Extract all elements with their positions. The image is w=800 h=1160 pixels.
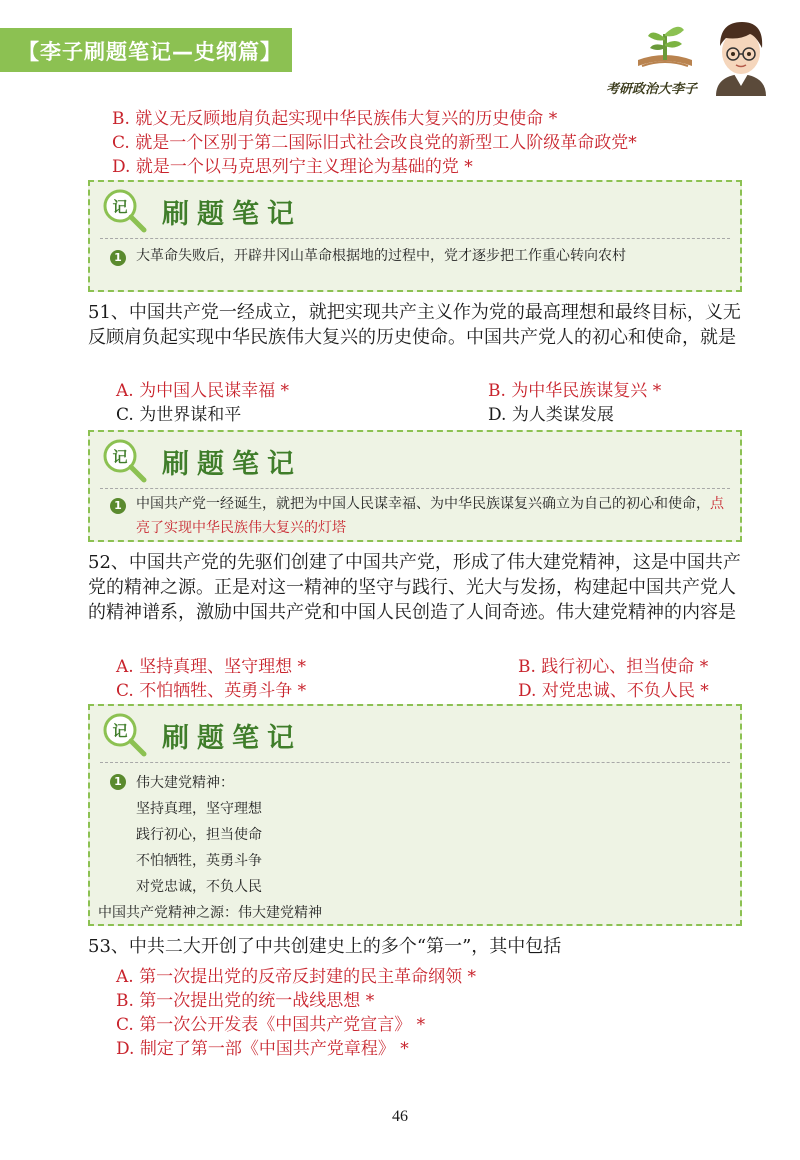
question-53-stem: 53、中共二大开创了中共创建史上的多个“第一”，其中包括 xyxy=(88,936,562,957)
q50-option-d: D. 就是一个以马克思列宁主义理论为基础的党 * xyxy=(112,157,473,177)
question-52-stem: 52、中国共产党的先驱们创建了中国共产党，形成了伟大建党精神，这是中国共产党的精神之源。正是对这一精神的坚守与践行、光大与发扬，构建起中国共产党人的精神谱系，激励中国共产党和中国人民创造了人间奇迹。伟大建党精神的内容是 xyxy=(88,552,741,623)
study-note-2 xyxy=(88,430,742,542)
question-51-stem: 51、中国共产党一经成立，就把实现共产主义作为党的最高理想和最终目标，义无反顾肩负起实现中华民族伟大复兴的历史使命。中国共产党人的初心和使命，就是 xyxy=(88,302,741,348)
note-list-item: 坚持真理，坚守理想 xyxy=(136,801,262,817)
magnifier-note-icon xyxy=(100,436,148,484)
note-list-item: 不怕牺牲，英勇斗争 xyxy=(136,853,262,869)
q51-option-d: D. 为人类谋发展 xyxy=(488,405,614,425)
q50-option-b: B. 就义无反顾地肩负起实现中华民族伟大复兴的历史使命 * xyxy=(112,109,558,129)
study-note-1 xyxy=(88,180,742,292)
note-divider xyxy=(100,238,730,239)
note-bullet-number: 1 xyxy=(110,774,126,790)
q53-option-b: B. 第一次提出党的统一战线思想 * xyxy=(116,991,375,1011)
note-footer: 中国共产党精神之源：伟大建党精神 xyxy=(98,905,322,921)
note-heading: 伟大建党精神： xyxy=(136,775,234,791)
note-text-plain: 中国共产党一经诞生，就把为中国人民谋幸福、为中华民族谋复兴确立为自己的初心和使命， xyxy=(136,496,710,512)
header-banner xyxy=(0,28,292,72)
note-title: 刷题笔记 xyxy=(162,199,302,230)
q52-option-a: A. 坚持真理、坚守理想 * xyxy=(116,657,306,677)
q53-option-d: D. 制定了第一部《中国共产党章程》 * xyxy=(116,1039,409,1059)
q53-option-a: A. 第一次提出党的反帝反封建的民主革命纲领 * xyxy=(116,967,476,987)
header-title: 【李子刷题笔记—史纲篇】 xyxy=(18,40,282,64)
note-divider xyxy=(100,762,730,763)
q52-option-b: B. 践行初心、担当使命 * xyxy=(518,657,709,677)
note-icon-char: 记 xyxy=(112,198,128,216)
brand-signature: 考研政治大李子 xyxy=(606,82,698,97)
note-text xyxy=(136,492,732,540)
note-title: 刷题笔记 xyxy=(162,449,302,480)
note-list-item: 践行初心，担当使命 xyxy=(136,827,262,843)
note-text-highlight: 点亮了实现中华民族伟大复兴的灯塔 xyxy=(136,496,724,536)
q52-option-d: D. 对党忠诚、不负人民 * xyxy=(518,681,709,701)
note-bullet-number: 1 xyxy=(110,250,126,266)
note-divider xyxy=(100,488,730,489)
note-bullet-number: 1 xyxy=(110,498,126,514)
note-list-item: 对党忠诚，不负人民 xyxy=(136,879,262,895)
q51-option-b: B. 为中华民族谋复兴 * xyxy=(488,381,662,401)
q50-option-c: C. 就是一个区别于第二国际旧式社会改良党的新型工人阶级革命政党* xyxy=(112,133,637,153)
cartoon-avatar-icon xyxy=(706,16,776,96)
magnifier-note-icon xyxy=(100,186,148,234)
note-title: 刷题笔记 xyxy=(162,723,302,754)
page-number: 46 xyxy=(392,1108,408,1125)
q51-option-c: C. 为世界谋和平 xyxy=(116,405,242,425)
sprout-book-logo-icon xyxy=(630,20,700,76)
note-icon-char: 记 xyxy=(112,448,128,466)
study-note-3 xyxy=(88,704,742,926)
q53-option-c: C. 第一次公开发表《中国共产党宣言》 * xyxy=(116,1015,426,1035)
note-icon-char: 记 xyxy=(112,722,128,740)
q51-option-a: A. 为中国人民谋幸福 * xyxy=(116,381,289,401)
q52-option-c: C. 不怕牺牲、英勇斗争 * xyxy=(116,681,307,701)
note-text: 大革命失败后，开辟井冈山革命根据地的过程中，党才逐步把工作重心转向农村 xyxy=(136,248,626,264)
magnifier-note-icon xyxy=(100,710,148,758)
